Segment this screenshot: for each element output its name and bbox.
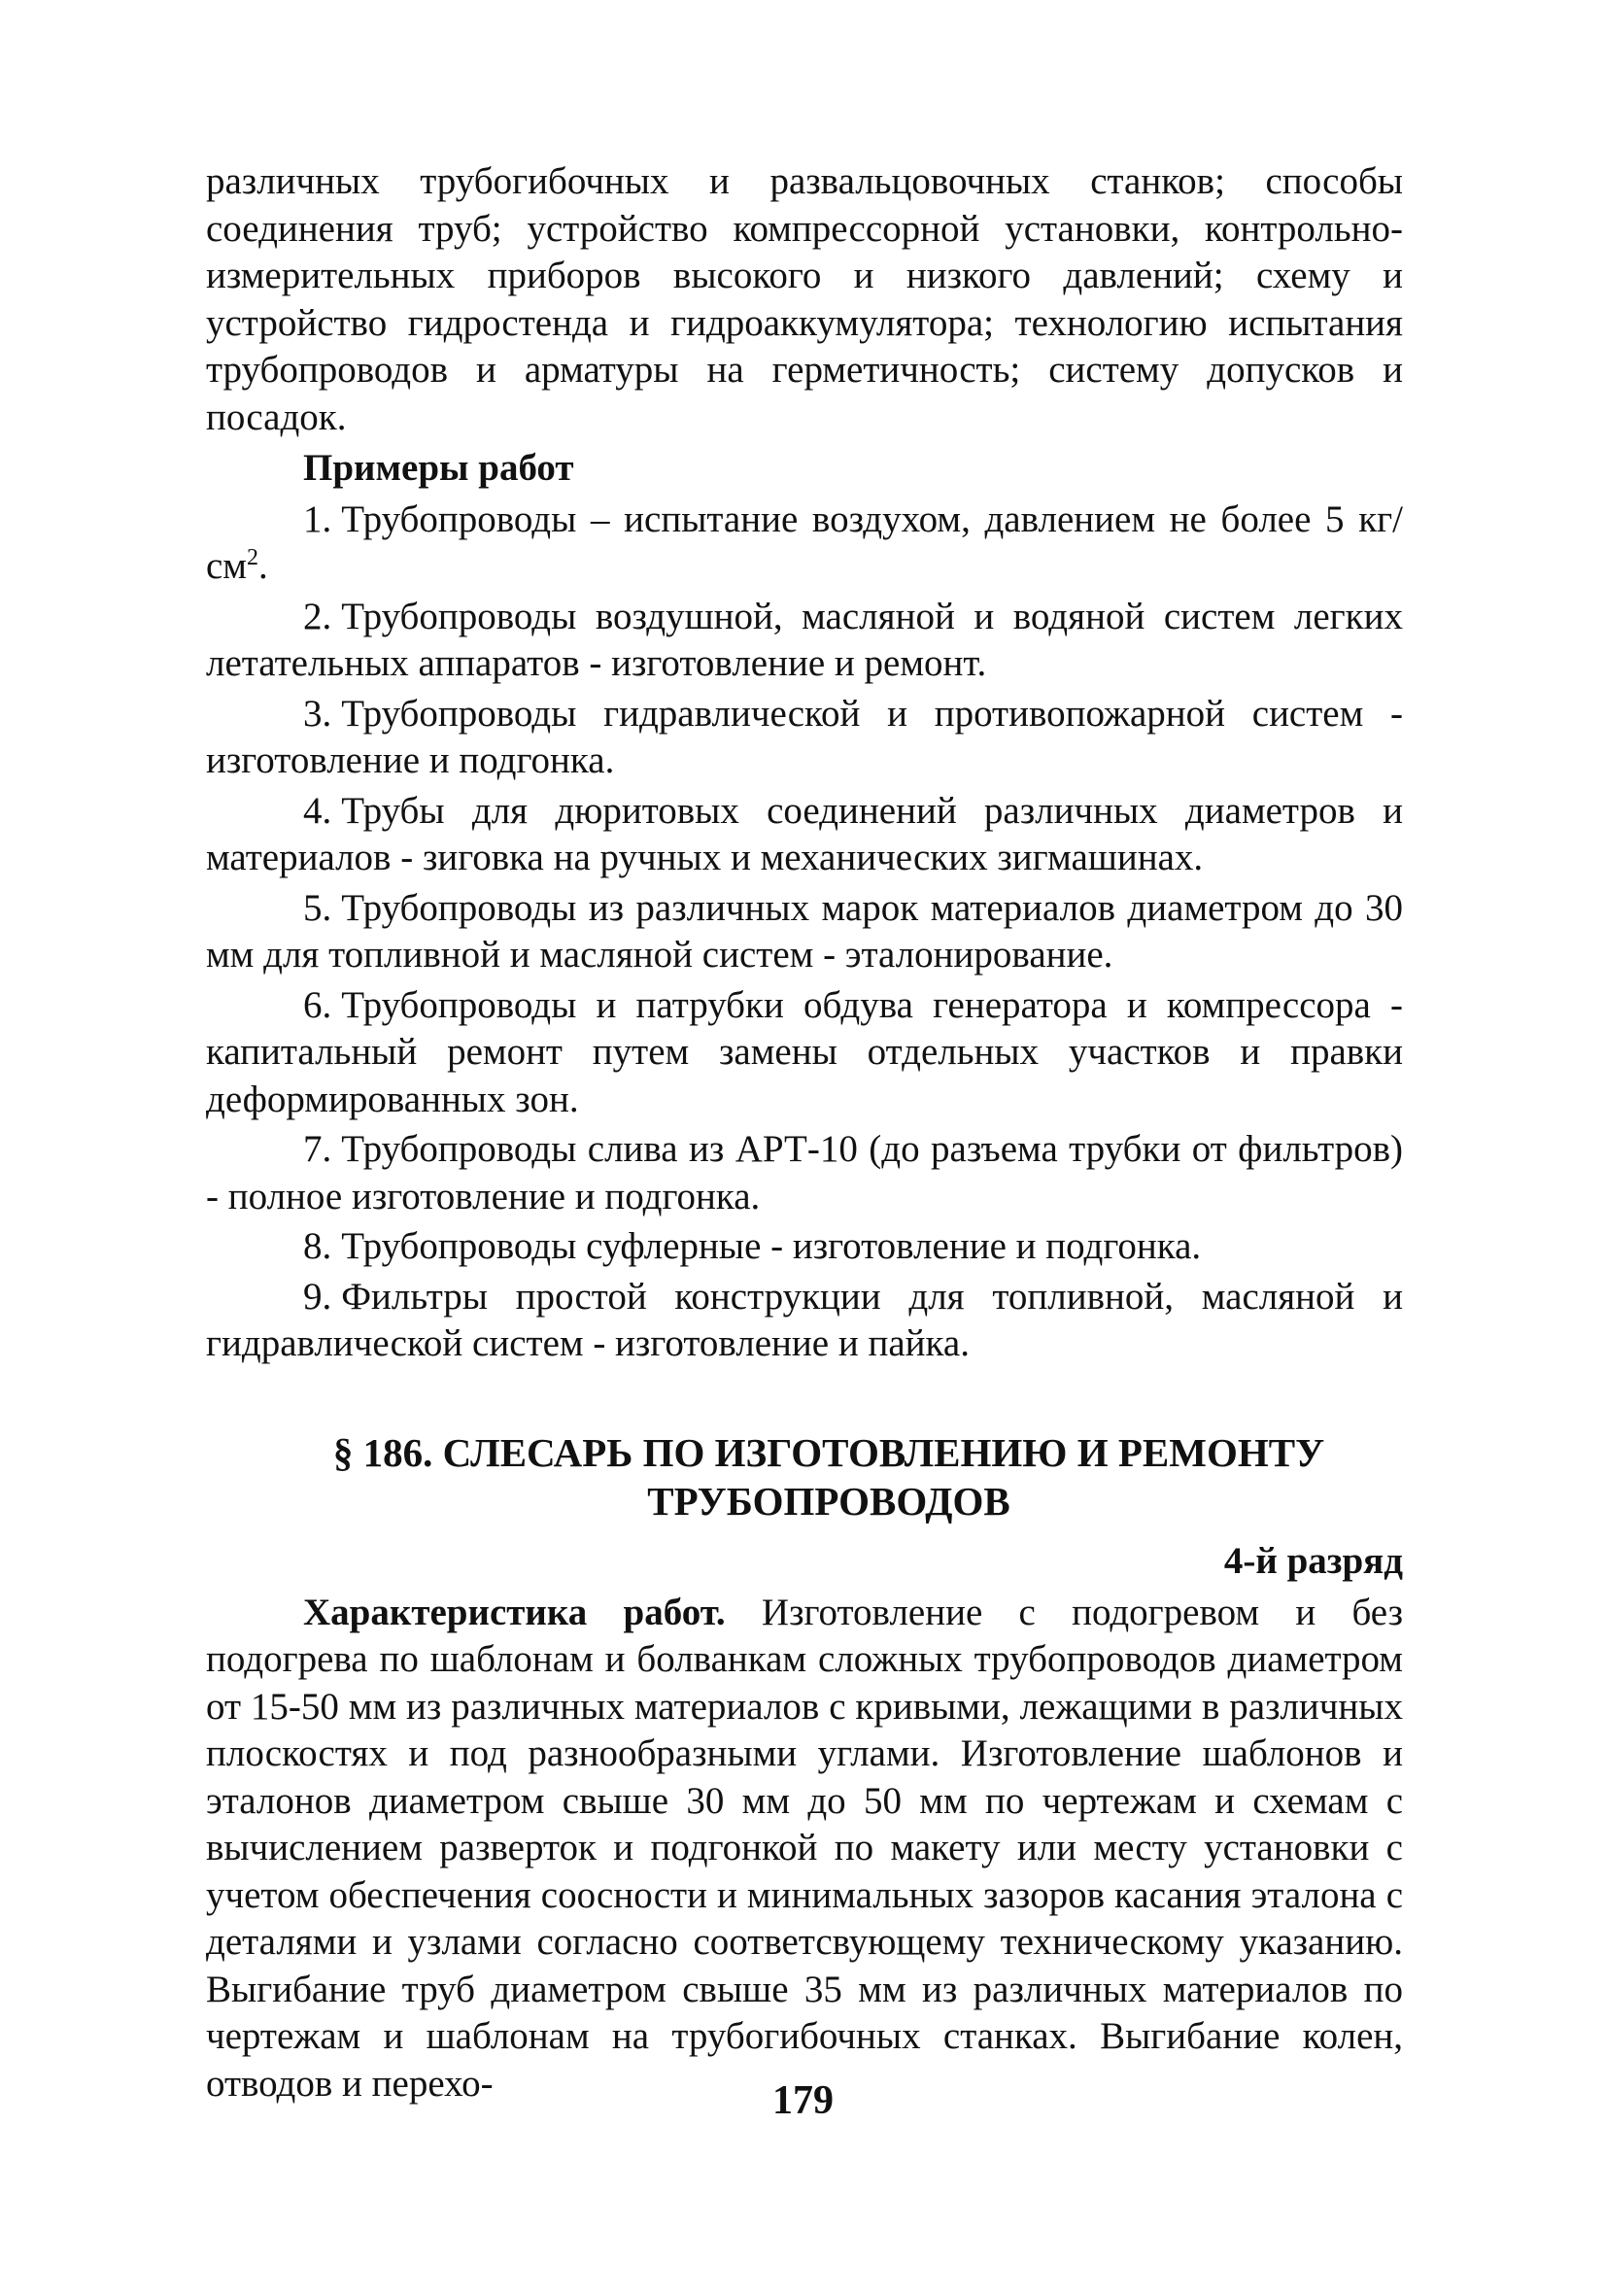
- example-item-3: 3. Трубопроводы гидравлической и противопожарной систем - изготовление и подгонка.: [206, 692, 1403, 781]
- examples-heading: Примеры работ: [303, 447, 574, 489]
- characteristic-lead: Характеристика работ.: [303, 1591, 726, 1633]
- page-number: 179: [772, 2078, 834, 2123]
- examples-list: [206, 497, 1403, 1368]
- page-body: [206, 158, 1403, 2108]
- example-item-9: 9. Фильтры простой конструкции для топливной, масляной и гидравлической систем - изготовление и пайка.: [206, 1275, 1403, 1364]
- example-item-4: 4. Трубы для дюритовых соединений различных диаметров и материалов - зиговка на ручных и механических зигмашинах.: [206, 789, 1403, 878]
- example-item-7: 7. Трубопроводы слива из АРТ-10 (до разъема трубки от фильтров) - полное изготовление и подгонка.: [206, 1128, 1403, 1217]
- example-item-5: 5. Трубопроводы из различных марок материалов диаметром до 30 мм для топливной и масляной систем - эталонирование.: [206, 886, 1403, 976]
- intro-paragraph: различных трубогибочных и развальцовочных станков; способы соединения труб; устройство компрессорной установки, контрольно-измерительных приборов высокого и низкого давлений; схему и устройство гидростенда и гидроаккумулятора; технологию испытания трубопроводов и арматуры на герметичность; систему допусков и посадок.: [206, 160, 1403, 438]
- rank-label: 4-й разряд: [1223, 1539, 1403, 1582]
- example-item-2: 2. Трубопроводы воздушной, масляной и водяной систем легких летательных аппаратов - изготовление и ремонт.: [206, 595, 1403, 684]
- section-title: [206, 1428, 1403, 1525]
- section-title-line-1: § 186. СЛЕСАРЬ ПО ИЗГОТОВЛЕНИЮ И РЕМОНТУ: [332, 1429, 1325, 1475]
- characteristic-paragraph: [206, 1590, 1403, 2108]
- section-title-line-2: ТРУБОПРОВОДОВ: [647, 1478, 1010, 1524]
- example-item-1: 1. Трубопроводы – испытание воздухом, давлением не более 5 $кг/см^2$.: [206, 497, 1403, 587]
- example-item-8: 8. Трубопроводы суфлерные - изготовление и подгонка.: [303, 1225, 1202, 1267]
- example-item-6: 6. Трубопроводы и патрубки обдува генератора и компрессора - капитальный ремонт путем замены отдельных участков и правки деформированных зон.: [206, 983, 1403, 1120]
- characteristic-text: Изготовление с подогревом и без подогрева по шаблонам и болванкам сложных трубопроводов диаметром от 15-50 мм из различных материалов с кривыми, лежащими в различных плоскостях и под разнообразными углами. Изготовление шаблонов и эталонов диаметром свыше 30 мм до 50 мм по чертежам и схемам с вычислением разверток и подгонкой по макету или месту установки с учетом обеспечения соосности и минимальных зазоров касания эталона с деталями и узлами согласно соответсвующему техническому указанию. Выгибание труб диаметром свыше 35 мм из различных материалов по чертежам и шаблонам на трубогибочных станках. Выгибание колен, отводов и перехо-: [206, 1591, 1403, 2105]
